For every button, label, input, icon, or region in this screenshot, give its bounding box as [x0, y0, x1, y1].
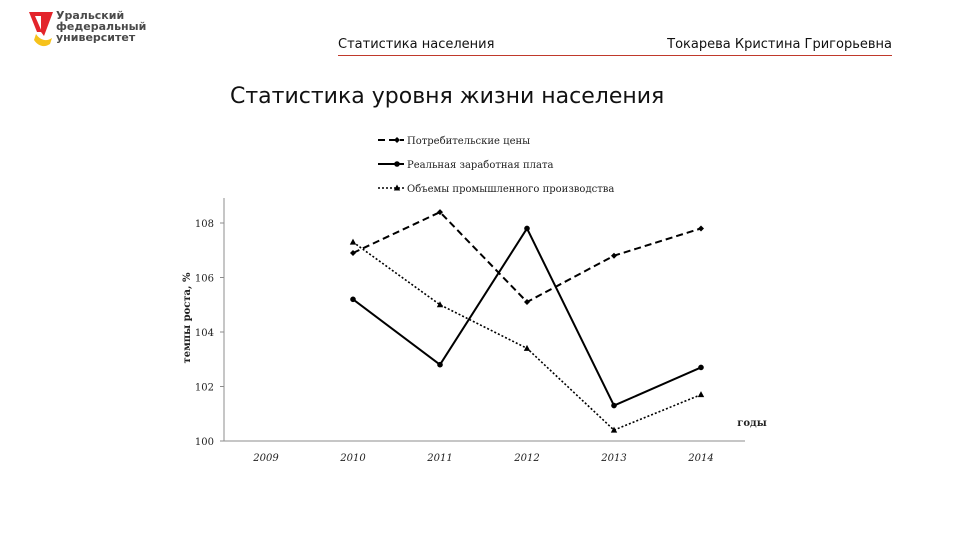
author-name: Токарева Кристина Григорьевна — [667, 37, 892, 52]
x-axis-title: годы — [737, 418, 767, 429]
legend-item-1 — [378, 136, 530, 147]
data-point — [611, 403, 617, 409]
logo-line-3: университет — [56, 31, 136, 44]
legend-marker — [394, 161, 400, 167]
y-tick-label: 108 — [194, 219, 214, 230]
legend-item-3 — [378, 184, 614, 195]
legend-marker — [394, 137, 400, 143]
logo-line-1: Уральский — [56, 9, 125, 22]
data-point — [698, 391, 704, 397]
x-tick-label: 2012 — [514, 453, 540, 464]
series-1 — [350, 209, 704, 305]
x-tick-label: 2009 — [253, 453, 279, 464]
series-line — [353, 242, 701, 430]
legend-label: Реальная заработная плата — [407, 160, 554, 171]
data-point — [698, 225, 704, 231]
data-point — [350, 297, 356, 303]
x-tick-label: 2010 — [340, 453, 366, 464]
data-point — [524, 345, 530, 351]
y-tick-label: 102 — [194, 382, 214, 394]
y-axis-title: темпы роста, % — [182, 272, 193, 364]
series-3 — [350, 239, 704, 433]
x-tick-label: 2011 — [427, 453, 453, 464]
legend-label: Потребительские цены — [407, 136, 531, 147]
data-point — [437, 362, 443, 368]
section-title: Статистика населения — [338, 37, 495, 52]
y-tick-label: 100 — [194, 437, 214, 448]
slide-title: Статистика уровня жизни населения — [230, 84, 665, 109]
legend-item-2 — [378, 160, 553, 171]
data-point — [524, 226, 530, 232]
data-point — [350, 239, 356, 245]
legend-label: Объемы промышленного производства — [407, 184, 615, 195]
series-line — [353, 212, 701, 302]
y-tick-label: 106 — [194, 273, 214, 285]
data-point — [698, 365, 704, 371]
x-tick-label: 2014 — [688, 453, 714, 464]
y-tick-label: 104 — [194, 328, 214, 339]
data-point — [350, 250, 356, 256]
x-tick-label: 2013 — [601, 453, 627, 464]
data-point — [611, 253, 617, 259]
logo-line-2: федеральный — [56, 20, 147, 33]
series-2 — [350, 226, 704, 409]
series-line — [353, 228, 701, 405]
data-point — [437, 301, 443, 307]
